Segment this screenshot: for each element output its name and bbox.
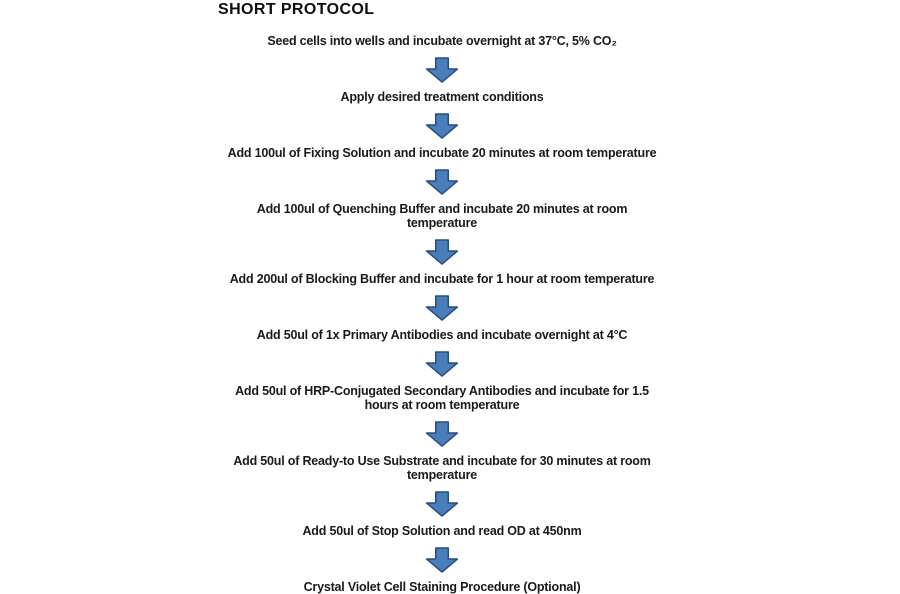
down-arrow-icon	[424, 57, 460, 83]
protocol-step	[257, 328, 627, 342]
step-line: Crystal Violet Cell Staining Procedure (Optional)	[303, 580, 581, 594]
protocol-step	[228, 146, 657, 160]
protocol-flow	[0, 34, 884, 594]
protocol-step	[257, 202, 628, 230]
down-arrow-icon	[424, 491, 460, 517]
protocol-step	[302, 524, 581, 538]
protocol-step	[230, 272, 655, 286]
protocol-step	[304, 580, 581, 594]
page-title: SHORT PROTOCOL	[218, 1, 375, 18]
step-line: temperature	[406, 216, 478, 230]
step-line: Add 100ul of Fixing Solution and incubate 20 minutes at room temperature	[227, 146, 657, 160]
step-line: Add 100ul of Quenching Buffer and incubate 20 minutes at room	[256, 202, 628, 216]
protocol-step	[341, 90, 544, 104]
step-line: Add 50ul of 1x Primary Antibodies and incubate overnight at 4°C	[256, 328, 628, 342]
down-arrow-icon	[424, 351, 460, 377]
step-line: Add 50ul of Ready-to Use Substrate and incubate for 30 minutes at room	[233, 454, 651, 468]
protocol-step	[233, 454, 650, 482]
down-arrow-icon	[424, 113, 460, 139]
down-arrow-icon	[424, 239, 460, 265]
down-arrow-icon	[424, 421, 460, 447]
step-line: Add 50ul of HRP-Conjugated Secondary Antibodies and incubate for 1.5	[235, 384, 649, 398]
step-line: Add 50ul of Stop Solution and read OD at 450nm	[302, 524, 582, 538]
step-line: Add 200ul of Blocking Buffer and incubate for 1 hour at room temperature	[229, 272, 655, 286]
step-line: temperature	[406, 468, 478, 482]
step-line: hours at room temperature	[364, 398, 520, 412]
down-arrow-icon	[424, 295, 460, 321]
step-line: Seed cells into wells and incubate overnight at 37°C, 5% CO₂	[267, 34, 617, 48]
step-line: Apply desired treatment conditions	[340, 90, 544, 104]
down-arrow-icon	[424, 547, 460, 573]
protocol-step	[267, 34, 616, 48]
protocol-step	[235, 384, 649, 412]
down-arrow-icon	[424, 169, 460, 195]
